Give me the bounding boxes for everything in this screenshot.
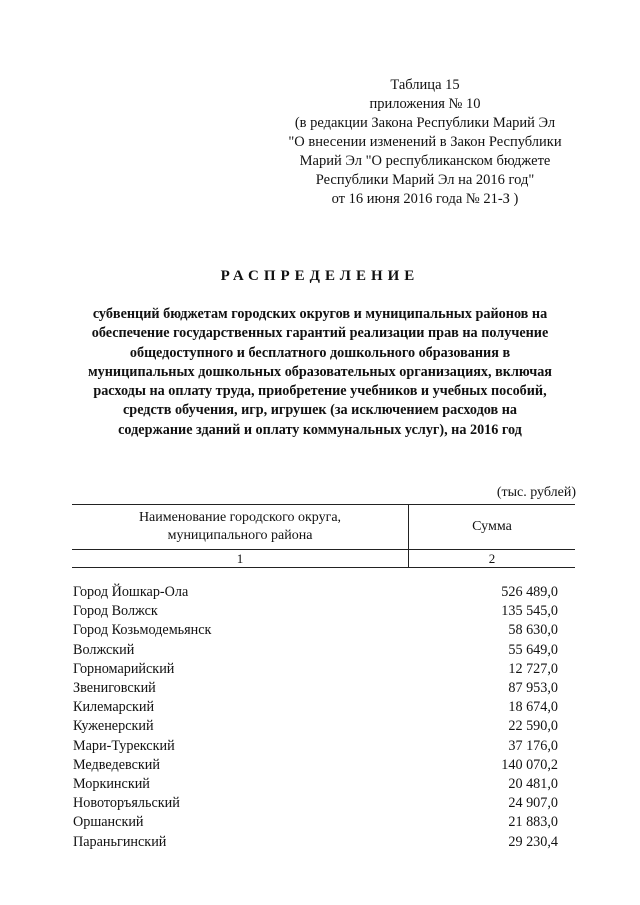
table-row bbox=[72, 717, 575, 736]
subtitle-line: обеспечение государственных гарантий реализации прав на получение bbox=[91, 325, 549, 342]
table-row bbox=[72, 813, 575, 832]
header-line: (в редакции Закона Республики Марий Эл bbox=[294, 115, 556, 131]
row-value: 37 176,0 bbox=[508, 737, 558, 754]
column-header-name-line1: Наименование городского округа, bbox=[138, 510, 342, 525]
row-name: Горномарийский bbox=[73, 660, 175, 677]
row-name: Город Волжск bbox=[73, 603, 158, 620]
table-row bbox=[72, 679, 575, 698]
document-subtitle bbox=[60, 305, 580, 440]
row-value: 12 727,0 bbox=[508, 660, 558, 677]
table-row bbox=[72, 775, 575, 794]
row-value: 21 883,0 bbox=[508, 814, 558, 831]
units-label: (тыс. рублей) bbox=[496, 485, 576, 500]
row-value: 87 953,0 bbox=[508, 680, 558, 697]
row-name: Параньгинский bbox=[73, 833, 167, 850]
header-line: от 16 июня 2016 года № 21-З ) bbox=[331, 191, 519, 207]
table-row bbox=[72, 621, 575, 640]
row-name: Моркинский bbox=[73, 776, 150, 793]
table-body bbox=[72, 583, 575, 852]
subtitle-line: расходы на оплату труда, приобретение учебников и учебных пособий, bbox=[93, 383, 547, 400]
table-row bbox=[72, 794, 575, 813]
document-title: РАСПРЕДЕЛЕНИЕ bbox=[220, 268, 420, 284]
subtitle-line: субвенций бюджетам городских округов и муниципальных районов на bbox=[92, 306, 548, 322]
subtitle-line: муниципальных дошкольных образовательных организациях, включая bbox=[88, 363, 552, 380]
column-number-1: 1 bbox=[72, 550, 409, 567]
row-value: 24 907,0 bbox=[508, 795, 558, 812]
row-name: Город Козьмодемьянск bbox=[73, 622, 212, 639]
table-row bbox=[72, 583, 575, 602]
header-line: приложения № 10 bbox=[369, 96, 481, 112]
row-value: 55 649,0 bbox=[508, 641, 558, 658]
header-line: Республики Марий Эл на 2016 год" bbox=[315, 172, 535, 188]
row-name: Оршанский bbox=[73, 814, 144, 831]
row-name: Мари-Турекский bbox=[73, 737, 175, 754]
column-header-name bbox=[72, 505, 409, 549]
row-value: 58 630,0 bbox=[508, 622, 558, 639]
subtitle-line: общедоступного и бесплатного дошкольного образования в bbox=[129, 344, 511, 361]
row-name: Килемарский bbox=[73, 699, 155, 716]
subtitle-line: средств обучения, игр, игрушек (за исключением расходов на bbox=[123, 402, 517, 419]
table-row bbox=[72, 641, 575, 660]
header-line: Таблица 15 bbox=[390, 77, 460, 93]
row-value: 22 590,0 bbox=[508, 718, 558, 735]
row-name: Куженерский bbox=[73, 718, 154, 735]
row-value: 20 481,0 bbox=[508, 776, 558, 793]
row-name: Звениговский bbox=[73, 680, 156, 697]
row-name: Город Йошкар-Ола bbox=[73, 584, 189, 600]
table-row bbox=[72, 602, 575, 621]
column-header-sum: Сумма bbox=[472, 519, 512, 534]
row-value: 135 545,0 bbox=[501, 603, 558, 620]
column-header-name-line2: муниципального района bbox=[167, 528, 313, 543]
column-number-2: 2 bbox=[488, 551, 496, 566]
table-row bbox=[72, 833, 575, 852]
distribution-table bbox=[72, 504, 575, 852]
row-value: 29 230,4 bbox=[508, 833, 558, 850]
row-name: Новоторъяльский bbox=[73, 795, 180, 812]
header-line: Марий Эл "О республиканском бюджете bbox=[299, 153, 551, 169]
header-line: "О внесении изменений в Закон Республики bbox=[288, 134, 562, 150]
appendix-header bbox=[260, 76, 590, 209]
table-row bbox=[72, 756, 575, 775]
column-numbers-row bbox=[72, 550, 575, 568]
table-header bbox=[72, 504, 575, 550]
table-row bbox=[72, 737, 575, 756]
table-row bbox=[72, 698, 575, 717]
row-name: Волжский bbox=[73, 641, 135, 658]
row-value: 18 674,0 bbox=[508, 699, 558, 716]
row-value: 140 070,2 bbox=[501, 756, 558, 773]
row-name: Медведевский bbox=[73, 756, 160, 773]
table-row bbox=[72, 660, 575, 679]
subtitle-line: содержание зданий и оплату коммунальных услуг), на 2016 год bbox=[118, 421, 522, 438]
row-value: 526 489,0 bbox=[501, 584, 558, 600]
